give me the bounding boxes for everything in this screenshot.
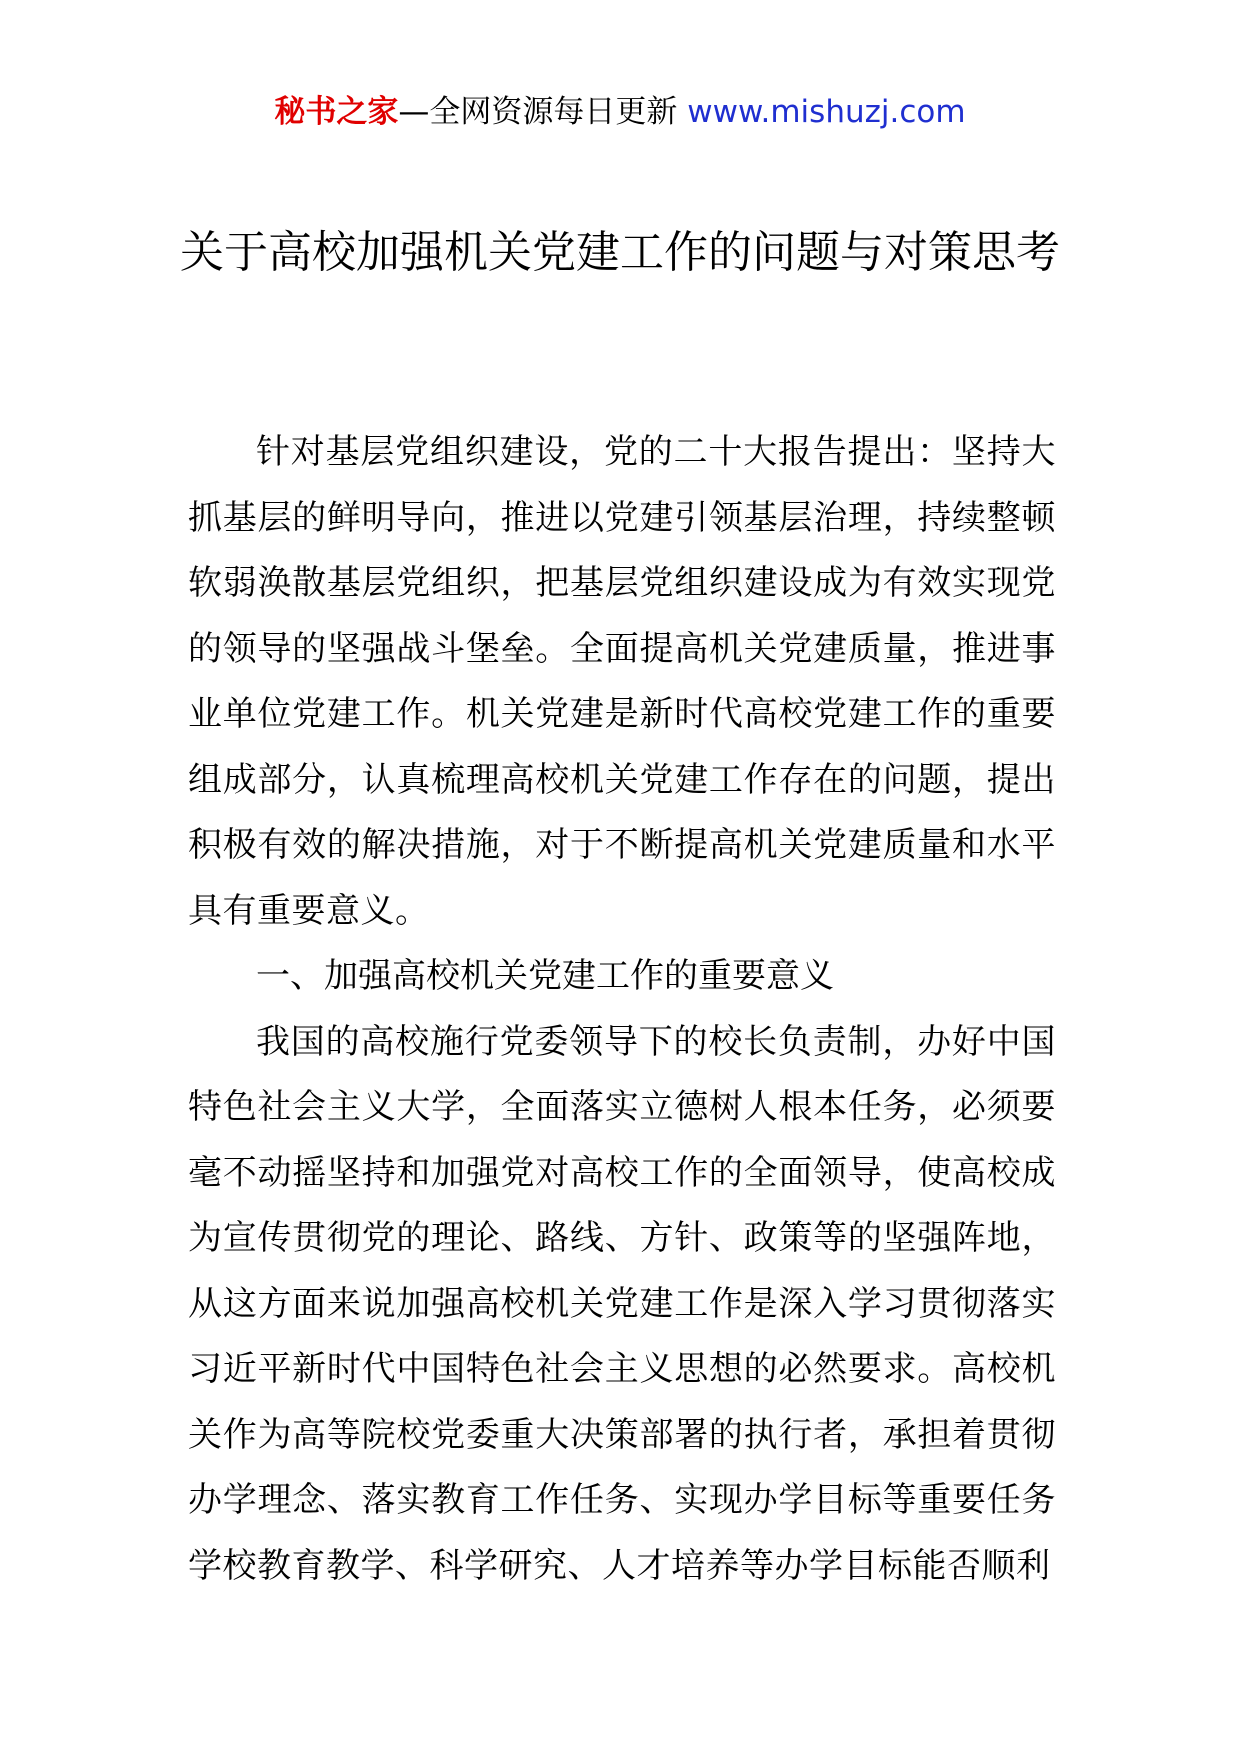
header-dash: — (398, 94, 430, 130)
document-title: 关于高校加强机关党建工作的问题与对策思考 (180, 227, 1060, 278)
site-brand: 秘书之家 (274, 94, 399, 130)
body-paragraph: 针对基层党组织建设，党的二十大报告提出：坚持大抓基层的鲜明导向，推进以党建引领基层治理，持续整顿软弱涣散基层党组织，把基层党组织建设成为有效实现党的领导的坚强战斗堡垒。全面提高机关党建质量，推进事业单位党建工作。机关党建是新时代高校党建工作的重要组成部分，认真梳理高校机关党建工作存在的问题，提出积极有效的解决措施，对于不断提高机关党建质量和水平具有重要意义。 (188, 432, 1056, 931)
site-header (0, 92, 1240, 132)
section-heading: 一、加强高校机关党建工作的重要意义 (256, 956, 834, 996)
site-url-link[interactable]: www.mishuzj.com (687, 94, 966, 130)
document-body (188, 420, 1056, 1599)
body-paragraph: 我国的高校施行党委领导下的校长负责制，办好中国特色社会主义大学，全面落实立德树人根本任务，必须要毫不动摇坚持和加强党对高校工作的全面领导，使高校成为宣传贯彻党的理论、路线、方针、政策等的坚强阵地，从这方面来说加强高校机关党建工作是深入学习贯彻落实习近平新时代中国特色社会主义思想的必然要求。高校机关作为高等院校党委重大决策部署的执行者，承担着贯彻办学理念、落实教育工作任务、实现办学目标等重要任务学校教育教学、科学研究、人才培养等办学目标能否顺利 (188, 1021, 1056, 1586)
site-tagline: 全网资源每日更新 (429, 94, 678, 130)
